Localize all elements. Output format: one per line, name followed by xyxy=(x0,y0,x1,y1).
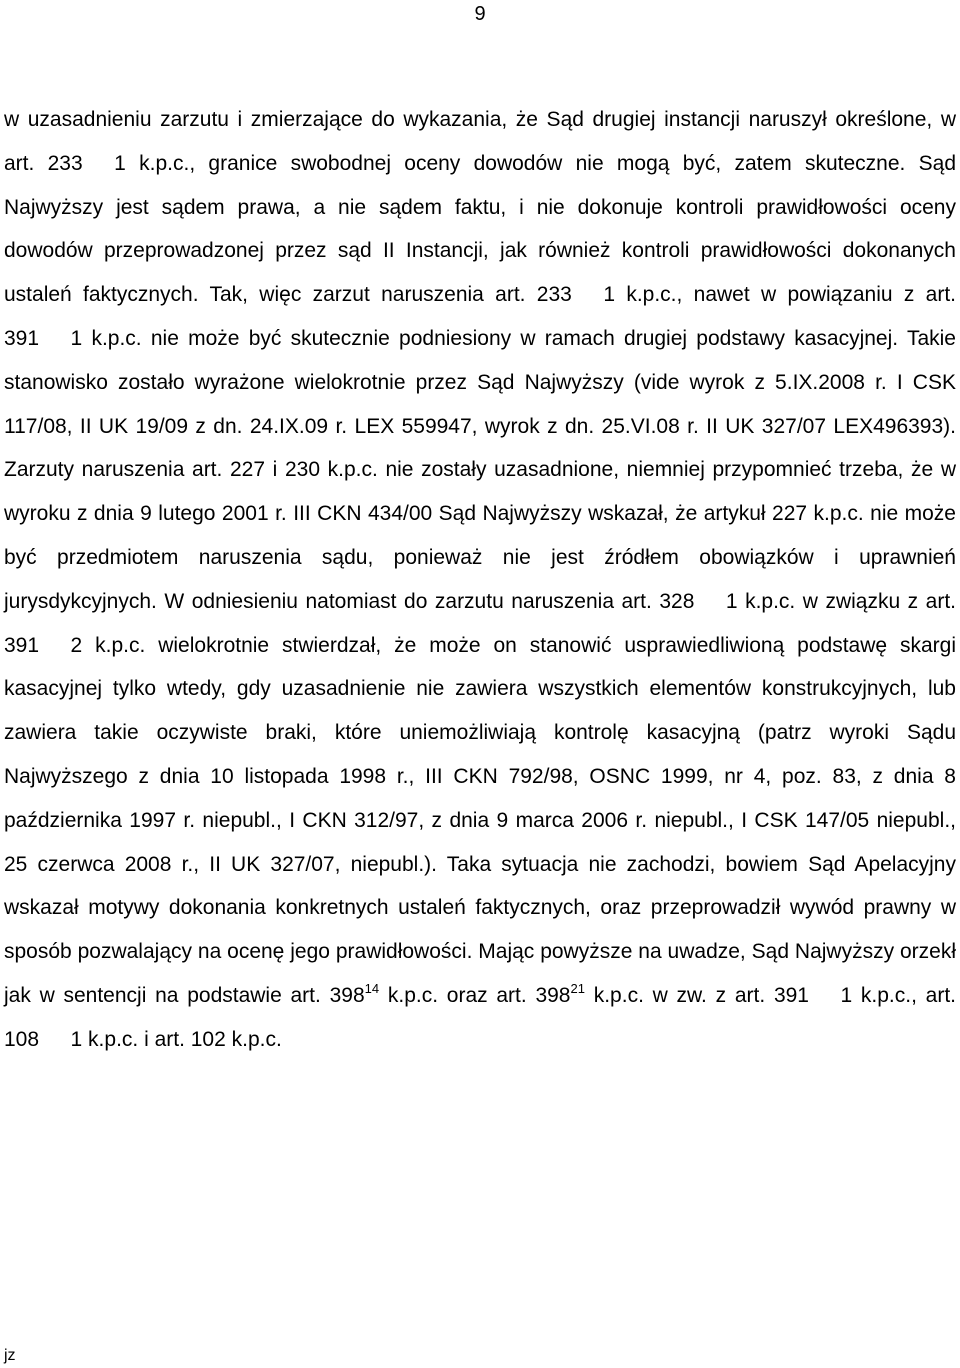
superscript-number: 21 xyxy=(570,980,585,996)
judgment-reasoning-paragraph xyxy=(4,98,956,1062)
text-run: 1 k.p.c., granice swobodnej oceny dowodów nie mogą być, zatem skuteczne. Sąd Najwyższy jest sądem prawa, a nie sądem faktu, i nie dokonuje kontroli prawidłowości oceny dowodów przeprowadzonej przez sąd II Instancji, jak również kontroli prawidłowości dokonanych ustaleń faktycznych. Tak, więc zarzut naruszenia art. 233 xyxy=(4,151,956,307)
superscript-number: 14 xyxy=(364,980,380,996)
text-run: k.p.c. w zw. z art. 391 xyxy=(593,983,809,1007)
text-run: 1 k.p.c., art. 108 xyxy=(4,983,956,1051)
text-run: 1 k.p.c., nawet w powiązaniu z art. 391 xyxy=(4,283,956,350)
text-run: 1 k.p.c. i art. 102 k.p.c. xyxy=(70,1027,282,1051)
text-run: w uzasadnieniu zarzutu i zmierzające do wykazania, że Sąd drugiej instancji naruszył określone, w art. 233 xyxy=(4,108,956,175)
text-run: 1 k.p.c. nie może być skutecznie podniesiony w ramach drugiej podstawy kasacyjnej. Takie stanowisko zostało wyrażone wielokrotnie przez Sąd Najwyższy (vide wyrok z 5.IX.2008 r. I CSK 117/08, II UK 19/09 z dn. 24.IX.09 r. LEX 559947, wyrok z dn. 25.VI.08 r. II UK 327/07 LEX496393). Zarzuty naruszenia art. 227 i 230 k.p.c. nie zostały uzasadnione, niemniej przypomnieć trzeba, że w wyroku z dnia 9 lutego 2001 r. III CKN 434/00 Sąd Najwyższy wskazał, że artykuł 227 k.p.c. nie może być przedmiotem naruszenia sądu, ponieważ nie jest źródłem obowiązków i uprawnień jurysdykcyjnych. W odniesieniu natomiast do zarzutu naruszenia art. 328 xyxy=(4,326,956,613)
page-number: 9 xyxy=(474,3,486,25)
text-run: 2 k.p.c. wielokrotnie stwierdzał, że może on stanowić usprawiedliwioną podstawę skargi kasacyjnej tylko wtedy, gdy uzasadnienie nie zawiera wszystkich elementów konstrukcyjnych, lub zawiera takie oczywiste braki, które uniemożliwiają kontrolę kasacyjną (patrz wyroki Sądu Najwyższego z dnia 10 listopada 1998 r., III CKN 792/98, OSNC 1999, nr 4, poz. 83, z dnia 8 października 1997 r. niepubl., I CKN 312/97, z dnia 9 marca 2006 r. niepubl., I CSK 147/05 niepubl., 25 czerwca 2008 r., II UK 327/07, niepubl.). Taka sytuacja nie zachodzi, bowiem Sąd Apelacyjny wskazał motywy dokonania konkretnych ustaleń faktycznych, oraz przeprowadził wywód prawny w sposób pozwalający na ocenę jego prawidłowości. Mając powyższe na uwadze, Sąd Najwyższy orzekł jak w sentencji na podstawie art. 398 xyxy=(4,633,956,1007)
text-run: 1 k.p.c. w związku z art. 391 xyxy=(4,589,956,657)
footer-initials: jz xyxy=(4,1347,16,1364)
text-run: k.p.c. oraz art. 398 xyxy=(387,983,571,1007)
